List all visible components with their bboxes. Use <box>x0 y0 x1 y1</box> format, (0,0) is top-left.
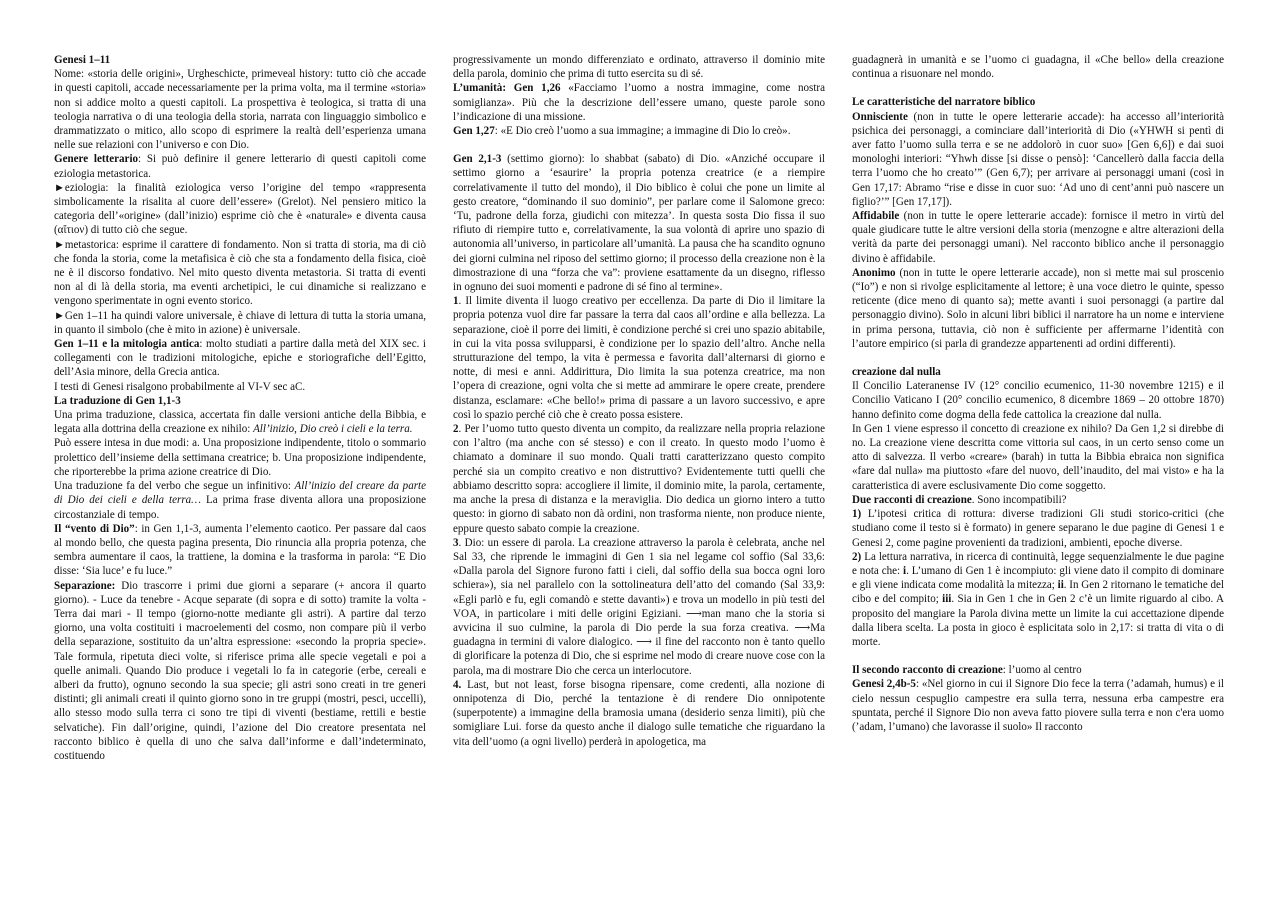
paragraph-gen24 <box>852 677 1224 734</box>
gen213-text: (settimo giorno): lo shabbat (sabato) di Dio. «Anziché occupare il settimo giorno a ‘esaurire’ la propria potenza creatrice (e a riempire correlativamente il tutto del mondo), il Dio biblico è colui che pone un limite al gesto creatore, “dominando il suo dominio”, per parlare come il Salomone greco: ‘Tu, padrone della forza, giudichi con mitezza’. In questa sosta Dio fissa il suo rifiuto di riempire tutto e, correlativamente, la sua volontà di aprire uno spazio di autonomia all’universo, in particolare all’umanità. La pausa che ha scandito ognuno dei giorni culmina nel riposo del settimo giorno; il processo della creazione non è la dimostrazione di una “forza che va”: proviene esattamente da un disegno, riflesso in ognuno dei suoi momenti e padrone di sé fino al termine». <box>453 153 825 294</box>
paragraph-metastorica: ►metastorica: esprime il carattere di fondamento. Non si tratta di storia, ma di ciò che fonda la storia, come la metafisica è ciò che sta a fondamento della fisica, cioè ne è il discorso fondativo. Nel mito questo diventa metastoria. Si tratta di eventi non al di là della storia, ma eventi archetipici, le cui dinamiche si realizzano e vengono sperimentate in ogni evento storico. <box>54 238 426 308</box>
infinitivo-text-a: Una traduzione fa del verbo che segue un infinitivo: <box>54 480 295 493</box>
paragraph-genere <box>54 152 426 180</box>
point-i-label: i <box>903 564 907 577</box>
spacer <box>453 138 825 152</box>
paragraph-concilio: Il Concilio Lateranense IV (12° concilio ecumenico, 11-30 novembre 1215) e il Concilio Vaticano I (20° concilio ecumenico, 8 dicembre 1869 – 20 ottobre 1870) hanno definito come dogma della fede cattolica la creazione dal nulla. <box>852 380 1224 421</box>
paragraph-onnisciente <box>852 110 1224 209</box>
paragraph-point-1 <box>453 294 825 422</box>
paragraph-secondo-racconto <box>852 663 1224 677</box>
paragraph-nome: Nome: «storia delle origini», Urgheschicte, primeveal history: tutto ciò che accade in questi capitoli, accade necessariamente per la prima volta, ma il termine «storia» non si addice molto a questi capitoli. La prospettiva è teologica, si tratta di una teologia narrativa o di una teologia della storia, narrata con linguaggio simbolico e drammatizzato o mitico, allo scopo di esprimere la realtà dell’esperienza umana nelle sue relazioni con l’universo e con Dio. <box>54 68 426 152</box>
point-2-label: 2 <box>453 423 459 436</box>
paragraph-universale: ►Gen 1–11 ha quindi valore universale, è chiave di lettura di tutta la storia umana, in quanto il simbolo (che è mito in azione) è universale. <box>54 309 426 336</box>
ipotesi-1-text: L’ipotesi critica di rottura: diverse tradizioni Gli studi storico-critici (che studiano come il testo si è formato) in genere separano le due pagine di Genesi 1 e Genesi 2, come pagine provenienti da tradizioni, ambienti, epoche diverse. <box>852 508 1224 549</box>
paragraph-vento <box>54 522 426 579</box>
paragraph-infinitivo <box>54 479 426 522</box>
paragraph-gen213 <box>453 152 825 294</box>
vento-label: Il “vento di Dio” <box>54 522 135 535</box>
paragraph-eziologia: ►eziologia: la finalità eziologica verso l’origine del tempo «rappresenta simbolicamente la risalita al cuore dell’essere» (Grelot). Nel pensiero mitico la categoria dell’«origine» (dall’inizio) esprime ciò che è «naturale» e diventa causa (αἴτιον) di tutto ciò che segue. <box>54 181 426 237</box>
paragraph-point-4 <box>453 678 825 749</box>
gen127-label: Gen 1,27 <box>453 125 495 138</box>
genere-label: Genere letterario <box>54 153 139 166</box>
secondo-racconto-label: Il secondo racconto di creazione <box>852 664 1003 677</box>
point-2-text: . Per l’uomo tutto questo diventa un compito, da realizzare nella propria relazione con l’altro (ma anche con sé stesso) e con il creato. In questo modo l’uomo è chiamato a dominare il suo mondo. Quali tratti caratterizzano questo compito perché sia un compito creativo e non distruttivo? Evidentemente tutti quelli che abbiamo descritto sopra: accogliere il limite, il dominio mite, la parola, certamente, ma anche la presa di distanza e la meraviglia. Dio dedica un giorno intero a tutto questo: in giorno di sabato non dà ordini, non trasforma niente, non produce niente, eppure questo sabato compie la creazione. <box>453 423 825 535</box>
gen213-label: Gen 2,1-3 <box>453 153 502 166</box>
paragraph-umanita <box>453 81 825 124</box>
paragraph-ipotesi-1 <box>852 507 1224 550</box>
paragraph-testi: I testi di Genesi risalgono probabilmente al VI-V sec aC. <box>54 380 306 393</box>
traduzione-text: Una prima traduzione, classica, accertata fin dalle versioni antiche della Bibbia, e legata alla dottrina della creazione ex nihilo: <box>54 409 426 436</box>
gen24-text: : «Nel giorno in cui il Signore Dio fece la terra (’adamah, humus) e il cielo nessun cespuglio campestre era sulla terra, nessuna erba campestre era spuntata, perché il Signore Dio non aveva fatto piovere sulla terra e non c'era uomo (’adam, l’umano) che lavorasse il suolo» Il racconto <box>852 678 1224 733</box>
umanita-label: L’umanità: Gen 1,26 <box>453 82 561 95</box>
onnisciente-label: Onnisciente <box>852 110 908 123</box>
point-ii-label: ii <box>1057 579 1064 592</box>
paragraph-gen127 <box>453 124 825 138</box>
mitologia-label: Gen 1–11 e la mitologia antica <box>54 338 200 351</box>
lettura-2-text-c: . In Gen 2 ritornano le tematiche del cibo e del compito; <box>852 579 1224 606</box>
section-title-traduzione: La traduzione di Gen 1,1-3 <box>54 394 181 407</box>
paragraph-traduzione <box>54 408 426 436</box>
point-4-label: 4. <box>453 678 462 691</box>
column-1 <box>54 53 426 763</box>
point-iii-label: iii <box>942 593 952 606</box>
paragraph-lettura-2 <box>852 550 1224 649</box>
ipotesi-1-label: 1) <box>852 508 862 521</box>
column-2 <box>453 53 825 749</box>
due-racconti-label: Due racconti di creazione <box>852 493 972 506</box>
genere-text: : Si può definire il genere letterario di questi capitoli come eziologia metastorica. <box>54 153 426 180</box>
point-3-label: 3 <box>453 536 459 549</box>
point-3-text: . Dio: un essere di parola. La creazione attraverso la parola è celebrata, anche nel Sal 33, che riprende le immagini di Gen 1 sia nel legame col soffio (Sal 33,6: «Dalla parola del Signore furono fatti i cieli, dal soffio della sua bocca ogni loro schiera»), sia nel parallelo con la sottolineatura dell’atto del comando (Sal 33,9: «Egli parlò e fu, egli comandò e stette davanti») e trova un modello in più testi del VOA, in particolare i miti delle origini Egiziani. ⟶man mano che la storia si avvicina il suo culmine, la parola di Dio perde la sua forza creativa. ⟶Ma guadagna in termini di valore dialogico. ⟶ il fine del racconto non è tanto quello di glorificare la potenza di Dio, che si esprime nel modo di creare nuove cose con la parola, ma di mostrare Dio che cerca un interlocutore. <box>453 536 825 677</box>
spacer <box>852 351 1224 365</box>
point-1-label: 1 <box>453 295 459 308</box>
paragraph-due-modi: Può essere intesa in due modi: a. Una proposizione indipendente, titolo o sommario prolettico dell’insieme della settimana creatrice; b. Una proposizione indipendente, che riporterebbe la prima azione creatrice di Dio. <box>54 437 426 478</box>
gen24-label: Genesi 2,4b-5 <box>852 678 916 691</box>
section-title-narratore: Le caratteristiche del narratore biblico <box>852 96 1036 109</box>
point-1-text: . Il limite diventa il luogo creativo per eccellenza. Da parte di Dio il limitare la propria potenza vuol dire far passare la terra dal caos all’ordine e alla bellezza. La separazione, cioè il porre dei limiti, è condizione perché si crei uno spazio abitabile, in cui la vita possa svilupparsi, è condizione per lo spazio dell’altro. Anche nella strutturazione del tempo, la vita è permessa e favorita dall’alternarsi di giorno e notte, di mesi e anni. Addirittura, Dio limita la sua potenza creatrice, ma non l’opera di creazione, ogni volta che si mette ad ammirare le opere create, prendere distanza, esclamare: «Che bello!» prima di passare a un lavoro successivo, e apre così lo spazio perché ciò che è creato possa esistere. <box>453 295 825 421</box>
traduzione-italic: All’inizio, Dio creò i cieli e la terra. <box>253 423 413 436</box>
infinitivo-italic: All’inizio del creare da parte di Dio dei cieli e della terra… <box>54 480 426 507</box>
separazione-label: Separazione: <box>54 579 116 592</box>
anonimo-label: Anonimo <box>852 266 896 279</box>
spacer <box>852 649 1224 663</box>
umanita-text: «Facciamo l’uomo a nostra immagine, come nostra somiglianza». Più che la descrizione dell’essere umano, queste parole sono l’indicazione di una missione. <box>453 82 825 123</box>
affidabile-text: (non in tutte le opere letterarie accade): fornisce il metro in virtù del quale giudicare tutte le altre versioni della storia (menzogne e altre alterazioni della verità da parte dei personaggi umani). Nel racconto biblico anche il personaggio divino è affidabile. <box>852 210 1224 265</box>
paragraph-continuation: guadagnerà in umanità e se l’uomo ci guadagna, il «Che bello» della creazione continua a risuonare nel mondo. <box>852 54 1224 81</box>
gen127-text: : «E Dio creò l’uomo a sua immagine; a immagine di Dio lo creò». <box>494 125 791 138</box>
paragraph-anonimo <box>852 266 1224 351</box>
secondo-racconto-text: : l’uomo al centro <box>1002 664 1082 677</box>
paragraph-due-racconti <box>852 493 1224 507</box>
lettura-2-text-a: La lettura narrativa, in ricerca di continuità, legge sequenzialmente le due pagine e nota che: <box>852 550 1224 577</box>
paragraph-point-2 <box>453 422 825 536</box>
affidabile-label: Affidabile <box>852 210 900 223</box>
separazione-text: Dio trascorre i primi due giorni a separare (+ ancora il quarto giorno). - Luce da tenebre - Acque separate (di sopra e di sotto) tramite la volta - Terra dai mari - Il tempo (giorno-notte mediante gli astri). A partire dal terzo giorno, una volta costituiti i macroelementi del cosmo, non compare più il verbo della separazione, sostituito da un’altra espressione: «secondo la propria specie». Tale formula, ripetuta dieci volte, si riferisce prima alle specie vegetali e poi a quelle animali. Quando Dio produce i vegetali lo fa in categorie (erbe, cereali e alberi da frutto), ognuno secondo la sua specie; gli astri sono creati in tre generi distinti; gli animali creati il quinto giorno sono in tre gruppi (mostri, pesci, uccelli), allo stesso modo sulla terra ci sono tre tipi di viventi (bestiame, rettili e bestie selvatiche). Fin dall’origine, quindi, l’azione del Dio creatore presentata nel racconto biblico è quella di uno che salva dall’informe e dall’indeterminato, costituendo <box>54 579 426 762</box>
lettura-2-label: 2) <box>852 550 862 563</box>
lettura-2-text-b: . L’umano di Gen 1 è incompiuto: gli viene dato il compito di dominare e gli viene indicata come modalità la mitezza; <box>852 564 1224 592</box>
paragraph-affidabile <box>852 209 1224 266</box>
paragraph-point-3 <box>453 536 825 678</box>
spacer <box>852 81 1224 95</box>
anonimo-text: (non in tutte le opere letterarie accade), non si mette mai sul proscenio (“Io”) e non si rivolge esplicitamente al lettore; è una voce dietro le quinte, spesso reticente (dice meno di quanto sa); mette avanti i suoi personaggi (a partire dal personaggio divino). Solo in alcuni libri biblici il narratore ha un nome e interviene in prima persona, tuttavia, ciò non è sufficiente per affermarne l’identità con l’autore empirico (si parla di grandezze appartenenti ad ordini differenti). <box>852 266 1224 350</box>
infinitivo-text-b: La prima frase diventa allora una proposizione circostanziale di tempo. <box>54 494 427 521</box>
column-3 <box>852 53 1224 734</box>
onnisciente-text: (non in tutte le opere letterarie accade): ha accesso all’interiorità psichica dei personaggi, a cominciare dall’interiorità di Dio («YHWH si pentì di aver fatto l’uomo sulla terra e se ne addolorò in cuor suo» [Gen 6,6]) e dai suoi monologhi interiori: “Yhwh disse [si disse o pensò]: ‘Cancellerò dalla faccia della terra l’uomo che ho creato’” (Gen 6,7); per arrivare ai personaggi umani (così in Gen 17,17: Abramo “rise e disse in cuor suo: ‘Ad uno di cent’anni può nascere un figlio?’” [Gen 17,17]). <box>852 110 1224 208</box>
mitologia-text: : molto studiati a partire dalla metà del XIX sec. i collegamenti con le tradizioni mitologiche, epiche e storiografiche dell’Egitto, dell’Asia minore, della Grecia antica. <box>54 338 426 379</box>
due-racconti-text: . Sono incompatibili? <box>971 493 1067 506</box>
lettura-2-text-d: . Sia in Gen 1 che in Gen 2 c’è un limite riguardo al cibo. A proposito del mangiare la Parola divina mette un limite la cui accettazione dipende dalla libera scelta. La posta in gioco è esplicitata solo in 2,17: si tratta di vita o di morte. <box>852 593 1224 648</box>
paragraph-continuation: progressivamente un mondo differenziato e ordinato, attraverso il dominio mite della parola, dominio che prima di tutto esercita su di sé. <box>453 54 825 81</box>
section-title-genesi: Genesi 1–11 <box>54 54 111 66</box>
vento-text: : in Gen 1,1-3, aumenta l’elemento caotico. Per passare dal caos al mondo bello, che questa pagina presenta, Dio rinuncia alla propria potenza, che sembra aumentare il caos, la trattiene, la domina e la trasforma in parola: “E Dio disse: ‘Sia luce’ e fu luce.” <box>54 522 427 578</box>
paragraph-mitologia <box>54 337 426 380</box>
paragraph-separazione <box>54 579 426 764</box>
paragraph-ex-nihilo: In Gen 1 viene espresso il concetto di creazione ex nihilo? Da Gen 1,2 si direbbe di no. La creazione viene descritta come vittoria sul caos, in un certo senso come un atto di salvezza. Il verbo «creare» (barah) in tutta la Bibbia ebraica non significa «fare dal nulla» ma piuttosto «fare del nuovo, dell’inaudito, del mai visto» e ha la caratteristica di avere esclusivamente Dio come soggetto. <box>852 422 1224 492</box>
point-4-text: Last, but not least, forse bisogna ripensare, come credenti, alla nozione di onnipotenza di Dio, perché la tentazione è di rendere Dio onnipotente (superpotente) a immagine della bramosia umana (desiderio senza limiti), più che somigliare Lui. forse da questo anche il dialogo sulle tematiche che riguardano la vita dell’uomo (a ogni livello) perderà in apologetica, ma <box>453 678 825 748</box>
section-title-nulla: creazione dal nulla <box>852 366 941 379</box>
